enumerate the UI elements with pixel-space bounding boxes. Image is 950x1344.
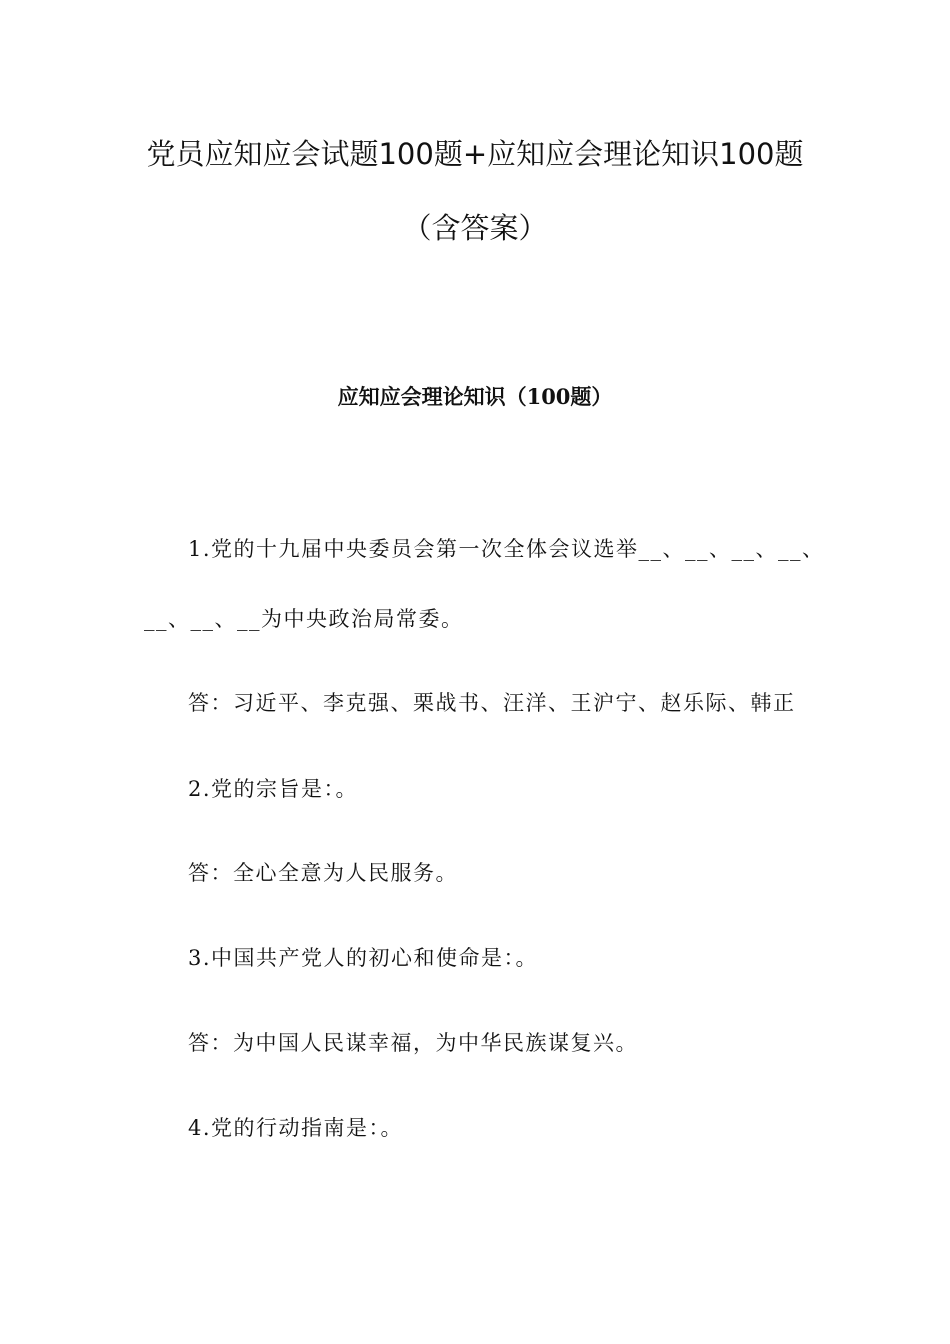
answer-2: 答：全心全意为人民服务。 — [188, 861, 458, 885]
question-1-line-2: __、__、__为中央政治局常委。 — [144, 607, 464, 631]
document-subtitle: （含答案） — [402, 211, 548, 245]
section-heading: 应知应会理论知识（100题） — [337, 384, 613, 409]
question-2: 2.党的宗旨是：。 — [188, 777, 359, 801]
question-1-line-1: 1.党的十九届中央委员会第一次全体会议选举__、__、__、__、 — [188, 537, 825, 561]
question-3: 3.中国共产党人的初心和使命是：。 — [188, 946, 539, 970]
answer-1: 答：习近平、李克强、栗战书、汪洋、王沪宁、赵乐际、韩正 — [188, 691, 796, 715]
answer-3: 答：为中国人民谋幸福，为中华民族谋复兴。 — [188, 1031, 638, 1055]
document-title: 党员应知应会试题100题+应知应会理论知识100题 — [146, 137, 804, 171]
question-4: 4.党的行动指南是：。 — [188, 1116, 404, 1140]
